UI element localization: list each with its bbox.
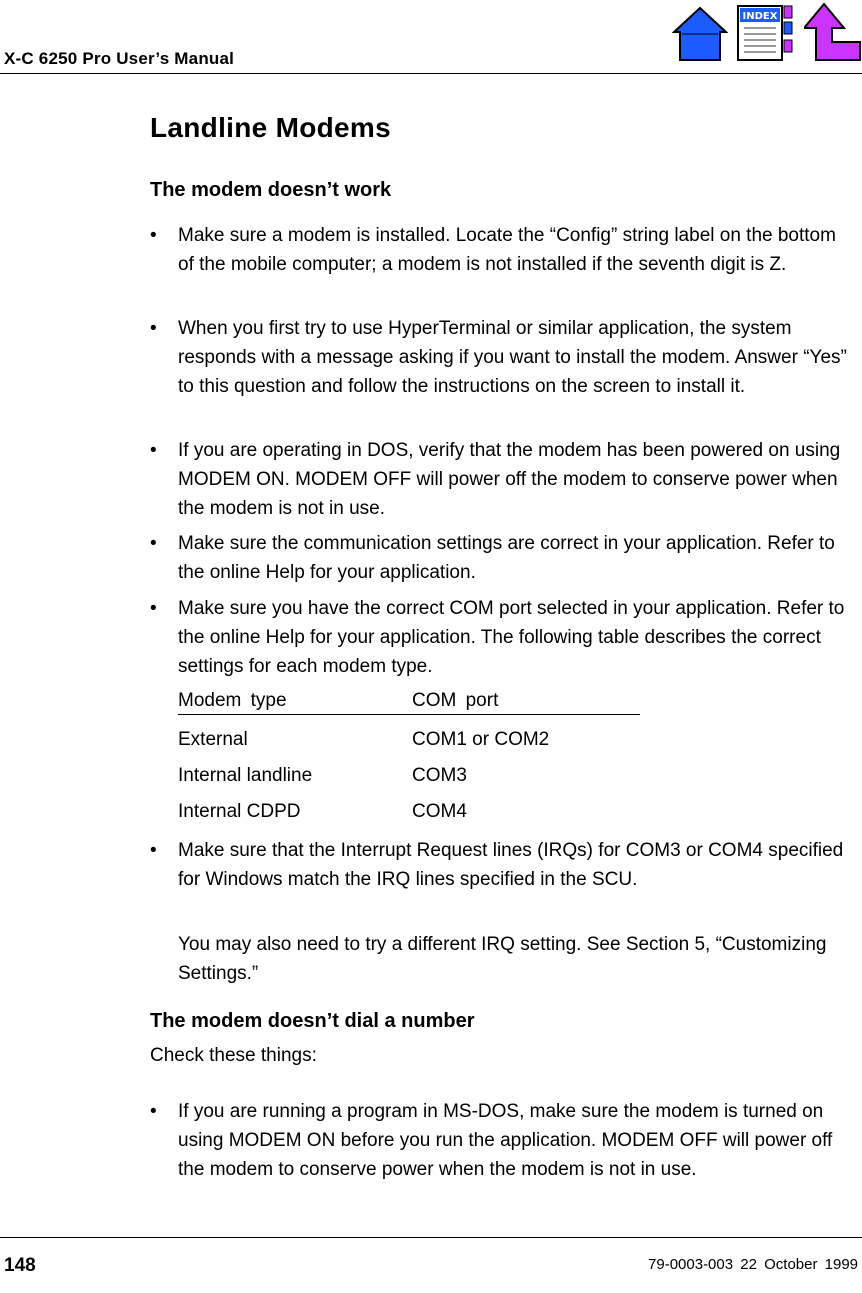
- table-row: [178, 797, 640, 833]
- list-item-text: When you first try to use HyperTerminal or similar application, the system responds with a message asking if you want to install the modem. Answer “Yes” to this question and follow the instructions on the screen to install it.: [178, 318, 847, 397]
- bullet-icon: •: [150, 840, 157, 861]
- bullet-icon: •: [150, 598, 157, 619]
- table-cell: COM1 or COM2: [412, 729, 550, 750]
- list-item: [150, 529, 855, 587]
- back-arrow-icon[interactable]: [804, 2, 862, 67]
- table-cell: Internal CDPD: [178, 801, 301, 822]
- section-title-modem-not-dial: The modem doesn’t dial a number: [150, 1010, 475, 1032]
- document-info: 79-0003-003 22 October 1999: [648, 1256, 858, 1273]
- list-item-text: Make sure the communication settings are correct in your application. Refer to the online Help for your application.: [178, 533, 835, 583]
- list-item-text: If you are operating in DOS, verify that the modem has been powered on using MODEM ON. MODEM OFF will power off the modem to conserve power when the modem is not in use.: [178, 440, 841, 519]
- list-item-text: Make sure you have the correct COM port selected in your application. Refer to the online Help for your application. The following table describes the correct settings for each modem type.: [178, 598, 845, 677]
- footer-divider: [0, 1237, 862, 1238]
- list-item: [150, 221, 855, 279]
- bullet-icon: •: [150, 1101, 157, 1122]
- irq-note: You may also need to try a different IRQ setting. See Section 5, “Customizing Settings.”: [178, 934, 827, 984]
- table-header-com-port: COM port: [412, 690, 499, 711]
- list-item-text: Make sure a modem is installed. Locate the “Config” string label on the bottom of the mobile computer; a modem is not installed if the seventh digit is Z.: [178, 225, 836, 275]
- table-cell: External: [178, 729, 248, 750]
- header-divider: [0, 73, 862, 74]
- section-title-modem-not-work: The modem doesn’t work: [150, 179, 392, 201]
- nav-icons: [672, 2, 862, 64]
- svg-text:INDEX: INDEX: [742, 11, 778, 22]
- list-item-text: Make sure that the Interrupt Request lines (IRQs) for COM3 or COM4 specified for Windows match the IRQ lines specified in the SCU.: [178, 840, 844, 890]
- bullet-icon: •: [150, 225, 157, 246]
- table-cell: COM4: [412, 801, 467, 822]
- table-row: [178, 761, 640, 797]
- list-item: [150, 836, 855, 894]
- list-item-text: If you are running a program in MS-DOS, make sure the modem is turned on using MODEM ON before you run the application. MODEM OFF will power off the modem to conserve power when the modem is not in use.: [178, 1101, 833, 1180]
- table-cell: COM3: [412, 765, 467, 786]
- table-header-modem-type: Modem type: [178, 690, 287, 711]
- table-cell: Internal landline: [178, 765, 313, 786]
- page-title: Landline Modems: [150, 112, 391, 143]
- table-header-row: [178, 688, 640, 715]
- bullet-icon: •: [150, 318, 157, 339]
- bullet-icon: •: [150, 440, 157, 461]
- table-row: [178, 725, 640, 761]
- list-item: [150, 594, 855, 681]
- manual-title: X-C 6250 Pro User’s Manual: [4, 49, 235, 68]
- list-item: [150, 314, 855, 401]
- index-icon[interactable]: [736, 2, 794, 67]
- page-number: 148: [4, 1255, 36, 1276]
- modem-com-table: [178, 688, 640, 833]
- section-intro: Check these things:: [150, 1045, 317, 1066]
- list-item: [150, 1097, 855, 1184]
- home-icon[interactable]: [672, 2, 728, 67]
- list-item: [150, 436, 855, 523]
- bullet-icon: •: [150, 533, 157, 554]
